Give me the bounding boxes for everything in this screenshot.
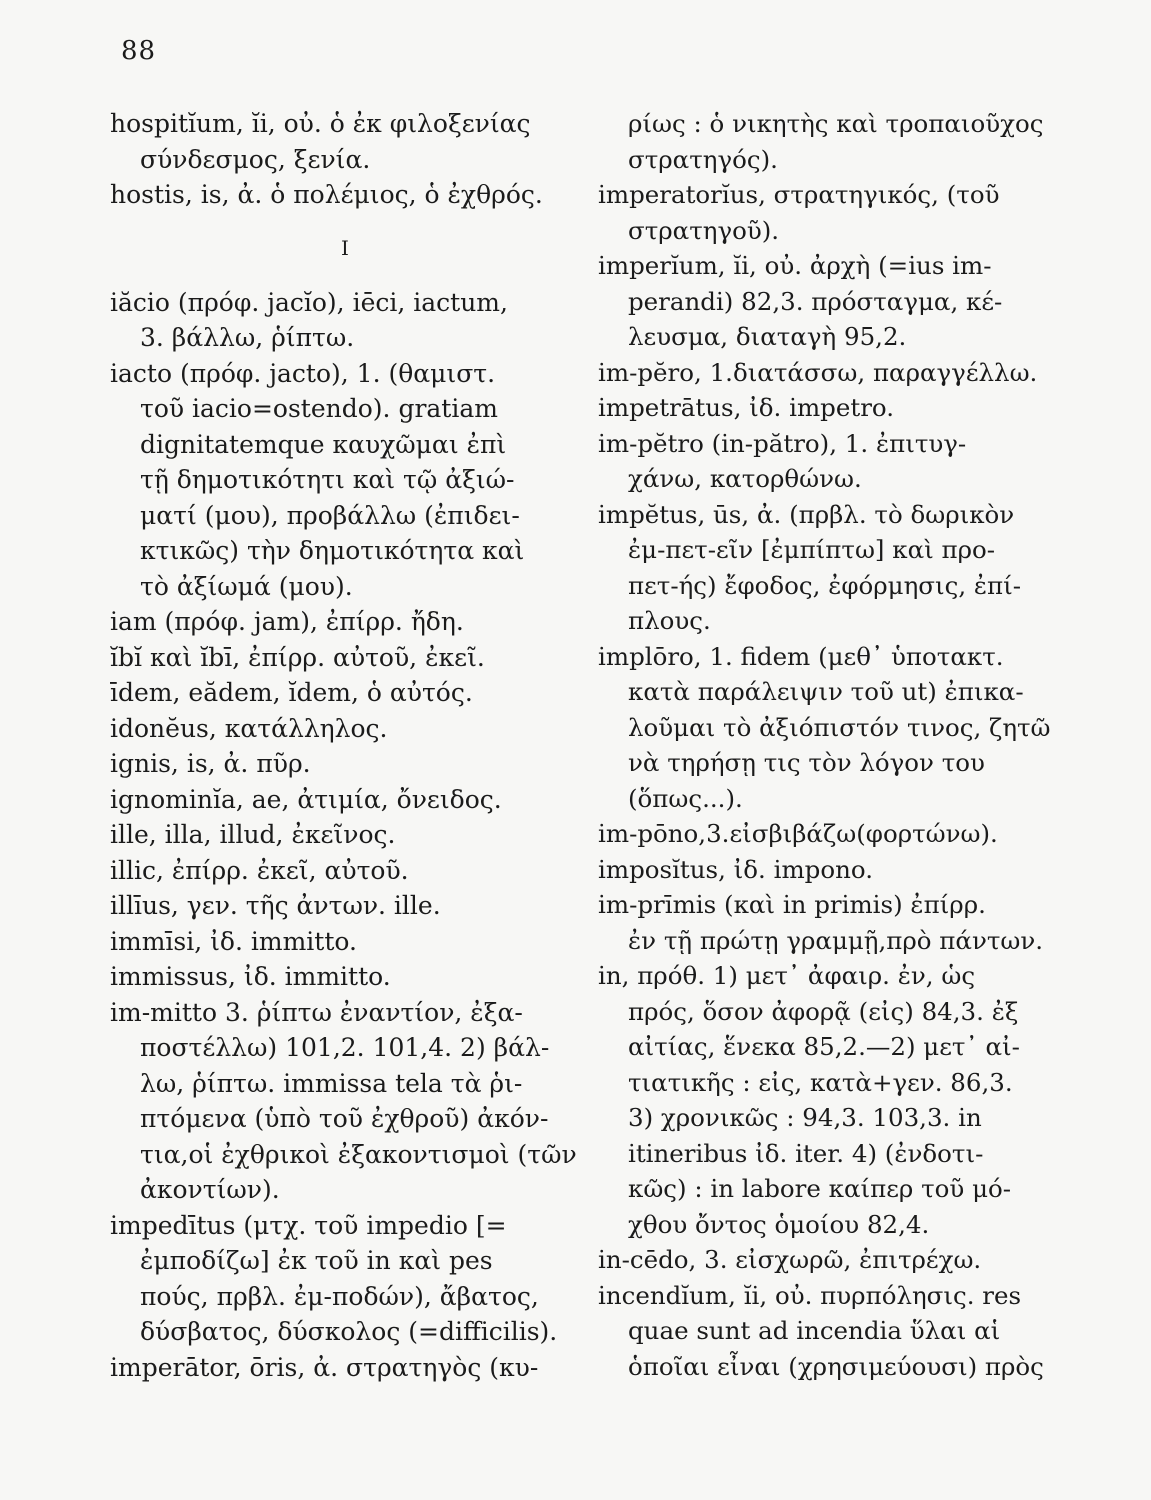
entry-continuation-line: ματί (μου), προβάλλω (ἐπιδει- [140,500,520,530]
entry-headline: illic, ἐπίρρ. ἐκεῖ, αὐτοῦ. [110,855,409,885]
entry-continuation-line: σύνδεσμος, ξενία. [140,144,371,174]
entry-continuation-line: (ὅπως...). [628,783,743,813]
entry-continuation-line: στρατηγός). [628,144,778,174]
dictionary-entry [110,1208,580,1350]
entry-continuation-line: πετ-ής) ἔφοδος, ἐφόρμησις, ἐπί- [628,570,1022,600]
entry-continuation-line: ὁποῖαι εἶναι (χρησιμεύουσι) πρὸς [628,1351,1044,1381]
dictionary-entry [598,390,1098,426]
entry-headline: im-prīmis (καὶ in primis) ἐπίρρ. [598,890,986,919]
entry-headline: in-cēdo, 3. εἰσχωρῶ, ἐπιτρέχω. [598,1245,982,1274]
entry-continuation-line: 3. βάλλω, ῥίπτω. [140,323,355,352]
entry-headline: iacto (πρόφ. jacto), 1. (θαμιστ. [110,358,496,388]
entry-headline: iăcio (πρόφ. jacĭo), iēci, iactum, [110,287,508,317]
entry-headline: ignis, is, ἀ. πῦρ. [110,749,311,778]
entry-continuation-line: τὸ ἀξίωμά (μου). [140,571,353,601]
entry-continuation-line: 3) χρονικῶς : 94,3. 103,3. in [628,1103,982,1132]
left-main-entries [110,285,580,1386]
entry-continuation-line: αἰτίας, ἕνεκα 85,2.—2) μετ᾽ αἰ- [628,1032,1020,1061]
entry-headline: hospitĭum, ĭi, οὐ. ὁ ἐκ φιλοξενίας [110,109,531,138]
right-column [598,106,1098,1384]
dictionary-entry [598,1278,1098,1385]
entry-headline: immīsi, ἰδ. immitto. [110,926,357,956]
dictionary-entry [598,958,1098,1242]
entry-continuation-line: ρίως : ὁ νικητὴς καὶ τροπαιοῦχος [628,109,1044,138]
entry-headline: im-pōno,3.εἰσβιβάζω(φορτώνω). [598,819,998,848]
dictionary-entry [110,746,580,782]
dictionary-entry [598,852,1098,888]
entry-headline: immissus, ἰδ. immitto. [110,962,391,991]
page-number: 88 [121,36,157,66]
dictionary-entry [110,711,580,747]
entry-continuation-line: χάνω, κατορθώνω. [628,464,862,493]
entry-continuation-line: χθου ὄντος ὁμοίου 82,4. [628,1209,930,1239]
dictionary-entry [110,106,580,177]
dictionary-entry [110,177,580,213]
entry-headline: impetrātus, ἰδ. impetro. [598,393,895,422]
entry-headline: impedītus (μτχ. τοῦ impedio [= [110,1210,507,1240]
dictionary-entry [110,817,580,853]
dictionary-entry [110,888,580,924]
entry-headline: hostis, is, ἀ. ὁ πολέμιος, ὁ ἐχθρός. [110,180,543,209]
entry-continuation-line: τιατικῆς : εἰς, κατὰ+γεν. 86,3. [628,1067,1013,1097]
entry-continuation-line: λευσμα, διαταγὴ 95,2. [628,322,907,351]
entry-headline: incendĭum, ĭi, οὐ. πυρπόλησις. res [598,1280,1022,1310]
entry-continuation-line: κατὰ παράλειψιν τοῦ ut) ἐπικα- [628,677,1024,706]
entry-continuation-line: τοῦ iacio=ostendo). gratiam [140,394,498,423]
entry-headline: im-mitto 3. ῥίπτω ἐναντίον, ἐξα- [110,997,523,1027]
entry-headline: im-pĕro, 1.διατάσσω, παραγγέλλω. [598,357,1038,387]
entry-headline: imposĭtus, ἰδ. impono. [598,854,874,884]
entry-continuation-line: στρατηγοῦ). [628,215,780,245]
entry-headline: implōro, 1. fidem (μεθ᾽ ὑποτακτ. [598,641,1004,671]
entry-headline: iam (πρόφ. jam), ἐπίρρ. ἤδη. [110,607,464,636]
entry-continuation-line: λω, ῥίπτω. immissa tela τὰ ῥι- [140,1068,523,1098]
entry-headline: in, πρόθ. 1) μετ᾽ ἀφαιρ. ἐν, ὡς [598,961,976,990]
entry-continuation-line: perandi) 82,3. πρόσταγμα, κέ- [628,286,1003,316]
dictionary-entry [110,995,580,1208]
left-top-entries [110,106,580,213]
dictionary-entry [598,248,1098,355]
entry-continuation-line: ἀκοντίων). [140,1175,280,1204]
entry-headline: imperĭum, ĭi, οὐ. ἀρχὴ (=ius im- [598,251,992,280]
entry-continuation-line: ἐμ-πετ-εῖν [ἐμπίπτω] καὶ προ- [628,535,996,564]
dictionary-entry [598,106,1098,177]
entry-headline: im-pĕtro (in-pătro), 1. ἐπιτυγ- [598,428,967,458]
dictionary-entry [598,639,1098,817]
entry-headline: imperatorĭus, στρατηγικός, (τοῦ [598,180,1000,209]
entry-continuation-line: πτόμενα (ὑπὸ τοῦ ἐχθροῦ) ἀκόν- [140,1104,549,1133]
dictionary-entry [110,1350,580,1386]
section-letter: I [341,235,349,260]
entry-continuation-line: κτικῶς) τὴν δημοτικότητα καὶ [140,536,525,565]
dictionary-entry [598,1242,1098,1278]
entry-continuation-line: quae sunt ad incendia ὕλαι αἱ [628,1316,1001,1345]
dictionary-entry [110,285,580,356]
entry-headline: ĭbĭ καὶ ĭbī, ἐπίρρ. αὐτοῦ, ἐκεῖ. [110,642,485,672]
dictionary-entry [110,959,580,995]
dictionary-entry [110,640,580,676]
entry-continuation-line: πούς, πρβλ. ἐμ-ποδών), ἄβατος, [140,1281,539,1311]
entry-continuation-line: ἐν τῇ πρώτῃ γραμμῇ,πρὸ πάντων. [628,925,1044,955]
entry-continuation-line: πλους. [628,606,711,635]
dictionary-entry [598,497,1098,639]
dictionary-entry [110,356,580,605]
entry-headline: ille, illa, illud, ἐκεῖνος. [110,820,396,849]
dictionary-entry [598,816,1098,852]
entry-continuation-line: κῶς) : in labore καίπερ τοῦ μό- [628,1174,1012,1203]
dictionary-entry [110,853,580,889]
entry-continuation-line: τια,οἱ ἐχθρικοὶ ἐξακοντισμοὶ (τῶν [140,1139,577,1169]
dictionary-entry [598,355,1098,391]
entry-headline: idonĕus, κατάλληλος. [110,713,388,743]
entry-continuation-line: ἐμποδίζω] ἐκ τοῦ in καὶ pes [140,1246,493,1275]
entry-continuation-line: πρός, ὅσον ἀφορᾷ (εἰς) 84,3. ἐξ [628,996,1019,1026]
entry-headline: impĕtus, ūs, ἀ. (πρβλ. τὸ δωρικὸν [598,499,1015,529]
entry-continuation-line: dignitatemque καυχῶμαι ἐπὶ [140,429,507,459]
dictionary-entry [110,675,580,711]
dictionary-entry [598,426,1098,497]
entry-headline: illīus, γεν. τῆς ἀντων. ille. [110,891,441,920]
dictionary-entry [110,782,580,818]
entry-headline: ignominĭa, ae, ἀτιμία, ὄνειδος. [110,784,502,814]
entry-continuation-line: itineribus ἰδ. iter. 4) (ἐνδοτι- [628,1138,984,1168]
entry-continuation-line: δύσβατος, δύσκολος (=difficilis). [140,1317,558,1346]
entry-continuation-line: ποστέλλω) 101,2. 101,4. 2) βάλ- [140,1033,550,1062]
entry-headline: imperātor, ōris, ἀ. στρατηγὸς (κυ- [110,1352,539,1382]
right-entries [598,106,1098,1384]
entry-continuation-line: τῇ δημοτικότητι καὶ τῷ ἀξιώ- [140,465,515,494]
dictionary-entry [598,887,1098,958]
left-column [110,106,580,1385]
dictionary-entry [110,924,580,960]
entry-headline: īdem, eădem, ĭdem, ὁ αὐτός. [110,678,473,707]
entry-continuation-line: λοῦμαι τὸ ἀξιόπιστόν τινος, ζητῶ [628,712,1051,742]
dictionary-entry [598,177,1098,248]
dictionary-entry [110,604,580,640]
entry-continuation-line: νὰ τηρήσῃ τις τὸν λόγον του [628,748,985,777]
